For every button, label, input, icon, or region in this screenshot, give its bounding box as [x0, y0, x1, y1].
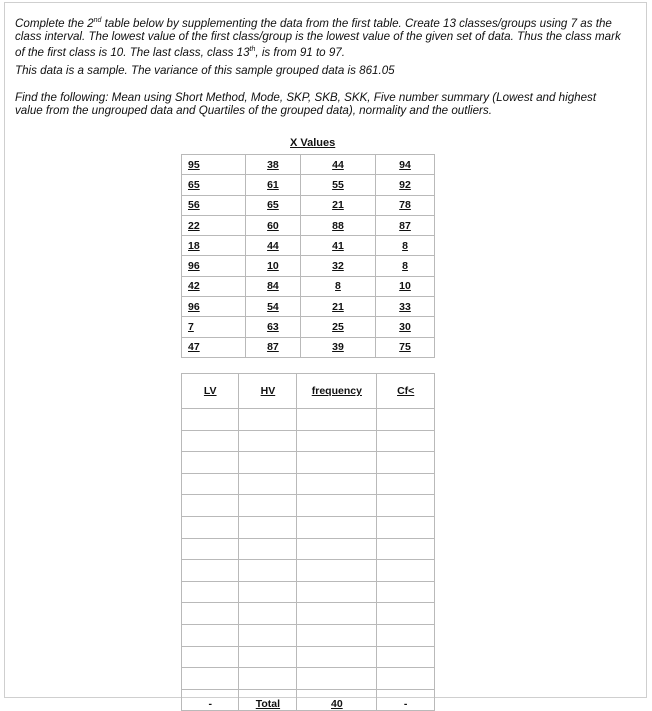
frequency-table-cell[interactable]	[377, 452, 435, 474]
total-row-mark: -	[208, 698, 212, 711]
x-value-cell: 32	[332, 260, 344, 273]
x-value-cell: 8	[402, 260, 408, 273]
frequency-table-cell[interactable]	[182, 409, 239, 431]
frequency-table-cell[interactable]	[297, 560, 377, 582]
frequency-table-cell[interactable]	[239, 430, 297, 452]
frequency-table-cell[interactable]	[182, 452, 239, 474]
frequency-table-cell[interactable]	[297, 538, 377, 560]
frequency-table-cell[interactable]	[239, 473, 297, 495]
frequency-table-cell[interactable]	[239, 538, 297, 560]
frequency-table-cell[interactable]	[182, 473, 239, 495]
x-value-cell: 22	[188, 219, 200, 232]
x-value-cell: 87	[267, 341, 279, 354]
frequency-table-cell[interactable]	[239, 581, 297, 603]
x-value-cell: 39	[332, 341, 344, 354]
frequency-table-cell[interactable]	[377, 624, 435, 646]
frequency-table-cell[interactable]	[297, 495, 377, 517]
x-value-cell: 10	[399, 280, 411, 293]
frequency-table-cell[interactable]	[297, 603, 377, 625]
x-value-cell: 78	[399, 199, 411, 212]
frequency-table-cell[interactable]	[182, 668, 239, 690]
frequency-table-cell[interactable]	[297, 516, 377, 538]
frequency-table-cell[interactable]	[377, 495, 435, 517]
frequency-table-row	[182, 668, 435, 690]
frequency-table-cell[interactable]	[182, 581, 239, 603]
frequency-table-cell[interactable]	[239, 624, 297, 646]
x-value-cell: 75	[399, 341, 411, 354]
x-value-cell: 60	[267, 219, 279, 232]
x-value-cell: 38	[267, 158, 279, 171]
frequency-table-cell[interactable]	[182, 560, 239, 582]
x-value-cell: 8	[402, 239, 408, 252]
frequency-table-cell[interactable]	[297, 624, 377, 646]
x-value-cell: 56	[188, 199, 200, 212]
instruction-paragraph-3: Find the following: Mean using Short Method, Mode, SKP, SKB, SKK, Five number summary (Lowest and highest value from the ungrouped data and Quartiles of the grouped data), normality and the outliers.	[15, 91, 597, 117]
x-value-cell: 33	[399, 300, 411, 313]
frequency-table-cell[interactable]	[239, 516, 297, 538]
frequency-table-cell[interactable]	[377, 646, 435, 668]
frequency-table-total-row	[182, 689, 435, 711]
x-value-cell: 61	[267, 178, 279, 191]
frequency-table-cell[interactable]	[377, 603, 435, 625]
x-values-row	[182, 317, 435, 337]
x-value-cell: 47	[188, 341, 200, 354]
frequency-table-cell[interactable]	[239, 668, 297, 690]
x-values-row	[182, 276, 435, 296]
frequency-table-row	[182, 624, 435, 646]
frequency-table-cell[interactable]	[377, 409, 435, 431]
frequency-table-cell[interactable]	[377, 581, 435, 603]
frequency-table-row	[182, 495, 435, 517]
x-values-row	[182, 195, 435, 215]
x-value-cell: 87	[399, 219, 411, 232]
x-value-cell: 54	[267, 300, 279, 313]
frequency-table-cell[interactable]	[377, 430, 435, 452]
frequency-table-row	[182, 409, 435, 431]
total-label: Total	[255, 698, 281, 711]
frequency-table-cell[interactable]	[182, 538, 239, 560]
frequency-table-row	[182, 603, 435, 625]
frequency-table-header-row	[182, 374, 435, 409]
frequency-table-cell[interactable]	[297, 668, 377, 690]
x-values-row	[182, 155, 435, 175]
x-value-cell: 30	[399, 321, 411, 334]
frequency-table-cell[interactable]	[377, 668, 435, 690]
frequency-table-row	[182, 581, 435, 603]
x-value-cell: 18	[188, 239, 200, 252]
x-value-cell: 41	[332, 239, 344, 252]
frequency-table-cell[interactable]	[377, 516, 435, 538]
header-frequency: frequency	[297, 374, 377, 409]
header-cf: Cf<	[377, 374, 435, 409]
frequency-table-cell[interactable]	[182, 624, 239, 646]
frequency-table-cell[interactable]	[239, 409, 297, 431]
x-value-cell: 21	[332, 199, 344, 212]
frequency-table-cell[interactable]	[239, 560, 297, 582]
frequency-table-row	[182, 646, 435, 668]
frequency-table-cell[interactable]	[377, 538, 435, 560]
x-value-cell: 10	[267, 260, 279, 273]
frequency-table-row	[182, 538, 435, 560]
frequency-table-cell[interactable]	[297, 430, 377, 452]
x-value-cell: 65	[267, 199, 279, 212]
x-values-row	[182, 175, 435, 195]
frequency-table-cell[interactable]	[182, 603, 239, 625]
x-values-row	[182, 297, 435, 317]
x-value-cell: 44	[267, 239, 279, 252]
x-value-cell: 55	[332, 178, 344, 191]
frequency-table-row	[182, 560, 435, 582]
frequency-table-cell[interactable]	[239, 495, 297, 517]
x-value-cell: 92	[399, 178, 411, 191]
x-values-row	[182, 337, 435, 357]
x-value-cell: 88	[332, 219, 344, 232]
x-value-cell: 96	[188, 300, 200, 313]
frequency-table-cell[interactable]	[297, 452, 377, 474]
x-value-cell: 94	[399, 158, 411, 171]
frequency-table	[181, 373, 435, 711]
total-frequency-value: 40	[331, 698, 343, 711]
frequency-table-cell[interactable]	[377, 473, 435, 495]
x-value-cell: 95	[188, 158, 200, 171]
frequency-table-cell[interactable]	[297, 646, 377, 668]
x-values-row	[182, 236, 435, 256]
x-values-table	[181, 154, 435, 358]
x-value-cell: 96	[188, 260, 200, 273]
header-hv: HV	[239, 374, 297, 409]
x-value-cell: 21	[332, 300, 344, 313]
frequency-table-cell[interactable]	[239, 452, 297, 474]
x-value-cell: 63	[267, 321, 279, 334]
total-row-mark: -	[403, 698, 408, 711]
frequency-table-cell[interactable]	[239, 646, 297, 668]
x-value-cell: 84	[267, 280, 279, 293]
x-value-cell: 25	[332, 321, 344, 334]
frequency-table-cell[interactable]	[297, 409, 377, 431]
header-lv: LV	[182, 374, 239, 409]
frequency-table-row	[182, 452, 435, 474]
frequency-table-cell[interactable]	[182, 430, 239, 452]
frequency-table-row	[182, 516, 435, 538]
frequency-table-cell[interactable]	[182, 495, 239, 517]
x-values-row	[182, 256, 435, 276]
x-values-header: X Values	[290, 137, 336, 149]
frequency-table-row	[182, 473, 435, 495]
frequency-table-cell[interactable]	[182, 646, 239, 668]
frequency-table-cell[interactable]	[182, 516, 239, 538]
frequency-table-cell[interactable]	[297, 473, 377, 495]
instruction-paragraph-2: This data is a sample. The variance of this sample grouped data is 861.05	[15, 64, 395, 77]
x-values-row	[182, 215, 435, 235]
x-value-cell: 65	[188, 178, 200, 191]
frequency-table-cell[interactable]	[297, 581, 377, 603]
frequency-table-cell[interactable]	[239, 603, 297, 625]
x-value-cell: 8	[335, 280, 341, 293]
x-value-cell: 42	[188, 280, 200, 293]
instruction-paragraph-1: Complete the 2nd table below by supplementing the data from the first table. Create 13 classes/groups using 7 as the class interval. The lowest value of the first class/group is the lowest value of the given set of data. Thus the class mark of the first class is 10. The last class, class 13th, is from 91 to 97.	[15, 16, 621, 59]
x-value-cell: 7	[188, 321, 194, 334]
frequency-table-row	[182, 430, 435, 452]
x-value-cell: 44	[332, 158, 344, 171]
frequency-table-cell[interactable]	[377, 560, 435, 582]
